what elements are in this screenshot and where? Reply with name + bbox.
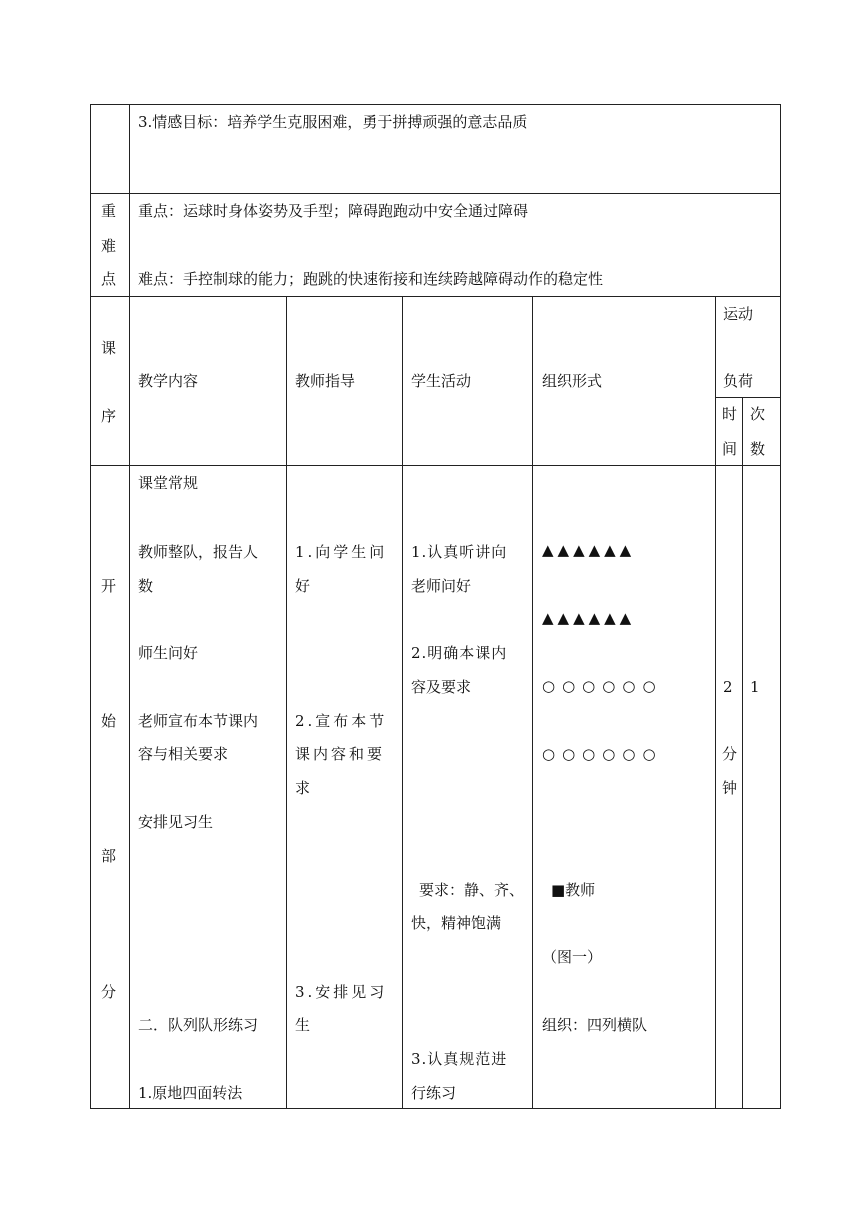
header-load: 运动 <box>723 305 754 323</box>
teacher-line: 生 <box>295 1016 311 1034</box>
student-line: 1.认真听讲向 <box>411 543 508 561</box>
time-value: 2 <box>723 678 733 696</box>
content-line: 师生问好 <box>138 644 199 662</box>
grid-line <box>742 397 743 1109</box>
content-line: 安排见习生 <box>138 813 214 831</box>
header-content: 教学内容 <box>138 372 199 390</box>
student-line: 快，精神饱满 <box>411 914 502 932</box>
header-student: 学生活动 <box>411 372 472 390</box>
grid-line <box>780 104 781 1109</box>
student-circles-row: ○○○○○○ <box>542 677 663 695</box>
header-side-label: 序 <box>101 407 117 425</box>
teacher-marker: ■教师 <box>551 881 596 899</box>
grid-line <box>532 296 533 1109</box>
header-time: 时 <box>722 405 738 423</box>
section-side-label: 开 <box>101 577 117 595</box>
grid-line <box>402 296 403 1109</box>
student-line: 3.认真规范进 <box>411 1050 508 1068</box>
teacher-line: 好 <box>295 577 311 595</box>
time-unit: 分 <box>722 745 738 763</box>
difficulty-text: 难点：手控制球的能力；跑跳的快速衔接和连续跨越障碍动作的稳定性 <box>138 270 604 288</box>
header-teacher: 教师指导 <box>295 372 356 390</box>
grid-line <box>90 465 781 466</box>
student-triangles-row: ▲▲▲▲▲▲ <box>542 541 636 559</box>
section-side-label: 部 <box>101 847 117 865</box>
organization-text: 组织：四列横队 <box>542 1016 648 1034</box>
focus-side-label: 点 <box>101 270 117 288</box>
focus-side-label: 难 <box>101 237 117 255</box>
emotional-goal-text: 3.情感目标：培养学生克服困难，勇于拼搏顽强的意志品质 <box>138 113 528 131</box>
student-line: 容及要求 <box>411 678 472 696</box>
header-count: 次 <box>750 405 766 423</box>
student-line: 要求：静、齐、 <box>419 881 525 899</box>
key-point-text: 重点：运球时身体姿势及手型；障碍跑跑动中安全通过障碍 <box>138 202 529 220</box>
grid-line <box>90 104 781 105</box>
student-line: 行练习 <box>411 1084 457 1102</box>
section-side-label: 分 <box>101 983 117 1001</box>
student-circles-row: ○○○○○○ <box>542 745 663 763</box>
header-count: 数 <box>750 440 766 458</box>
content-line: 教师整队，报告人 <box>138 543 259 561</box>
focus-side-label: 重 <box>101 202 117 220</box>
teacher-line: 2.宣布本节 <box>295 712 388 730</box>
content-line: 数 <box>138 577 154 595</box>
student-line: 2.明确本课内 <box>411 644 508 662</box>
header-load: 负荷 <box>723 372 754 390</box>
teacher-line: 1.向学生问 <box>295 543 388 561</box>
grid-line <box>715 397 781 398</box>
student-triangles-row: ▲▲▲▲▲▲ <box>542 609 636 627</box>
header-time: 间 <box>722 440 738 458</box>
content-line: 容与相关要求 <box>138 745 229 763</box>
figure-caption: （图一） <box>542 948 603 966</box>
grid-line <box>90 104 91 1109</box>
grid-line <box>90 193 781 194</box>
content-line: 1.原地四面转法 <box>138 1084 243 1102</box>
header-side-label: 课 <box>101 339 117 357</box>
teacher-line: 求 <box>295 779 311 797</box>
grid-line <box>129 104 130 1109</box>
grid-line <box>715 296 716 1109</box>
time-unit: 钟 <box>722 779 738 797</box>
grid-line <box>90 1108 781 1109</box>
header-organization: 组织形式 <box>542 372 603 390</box>
teacher-line: 课内容和要 <box>295 745 386 763</box>
student-line: 老师问好 <box>411 577 472 595</box>
section-side-label: 始 <box>101 712 117 730</box>
content-line: 二．队列队形练习 <box>138 1016 259 1034</box>
grid-line <box>90 296 781 297</box>
grid-line <box>286 296 287 1109</box>
content-line: 老师宣布本节课内 <box>138 712 259 730</box>
content-line: 课堂常规 <box>138 474 199 492</box>
teacher-line: 3.安排见习 <box>295 983 388 1001</box>
count-value: 1 <box>750 678 760 696</box>
